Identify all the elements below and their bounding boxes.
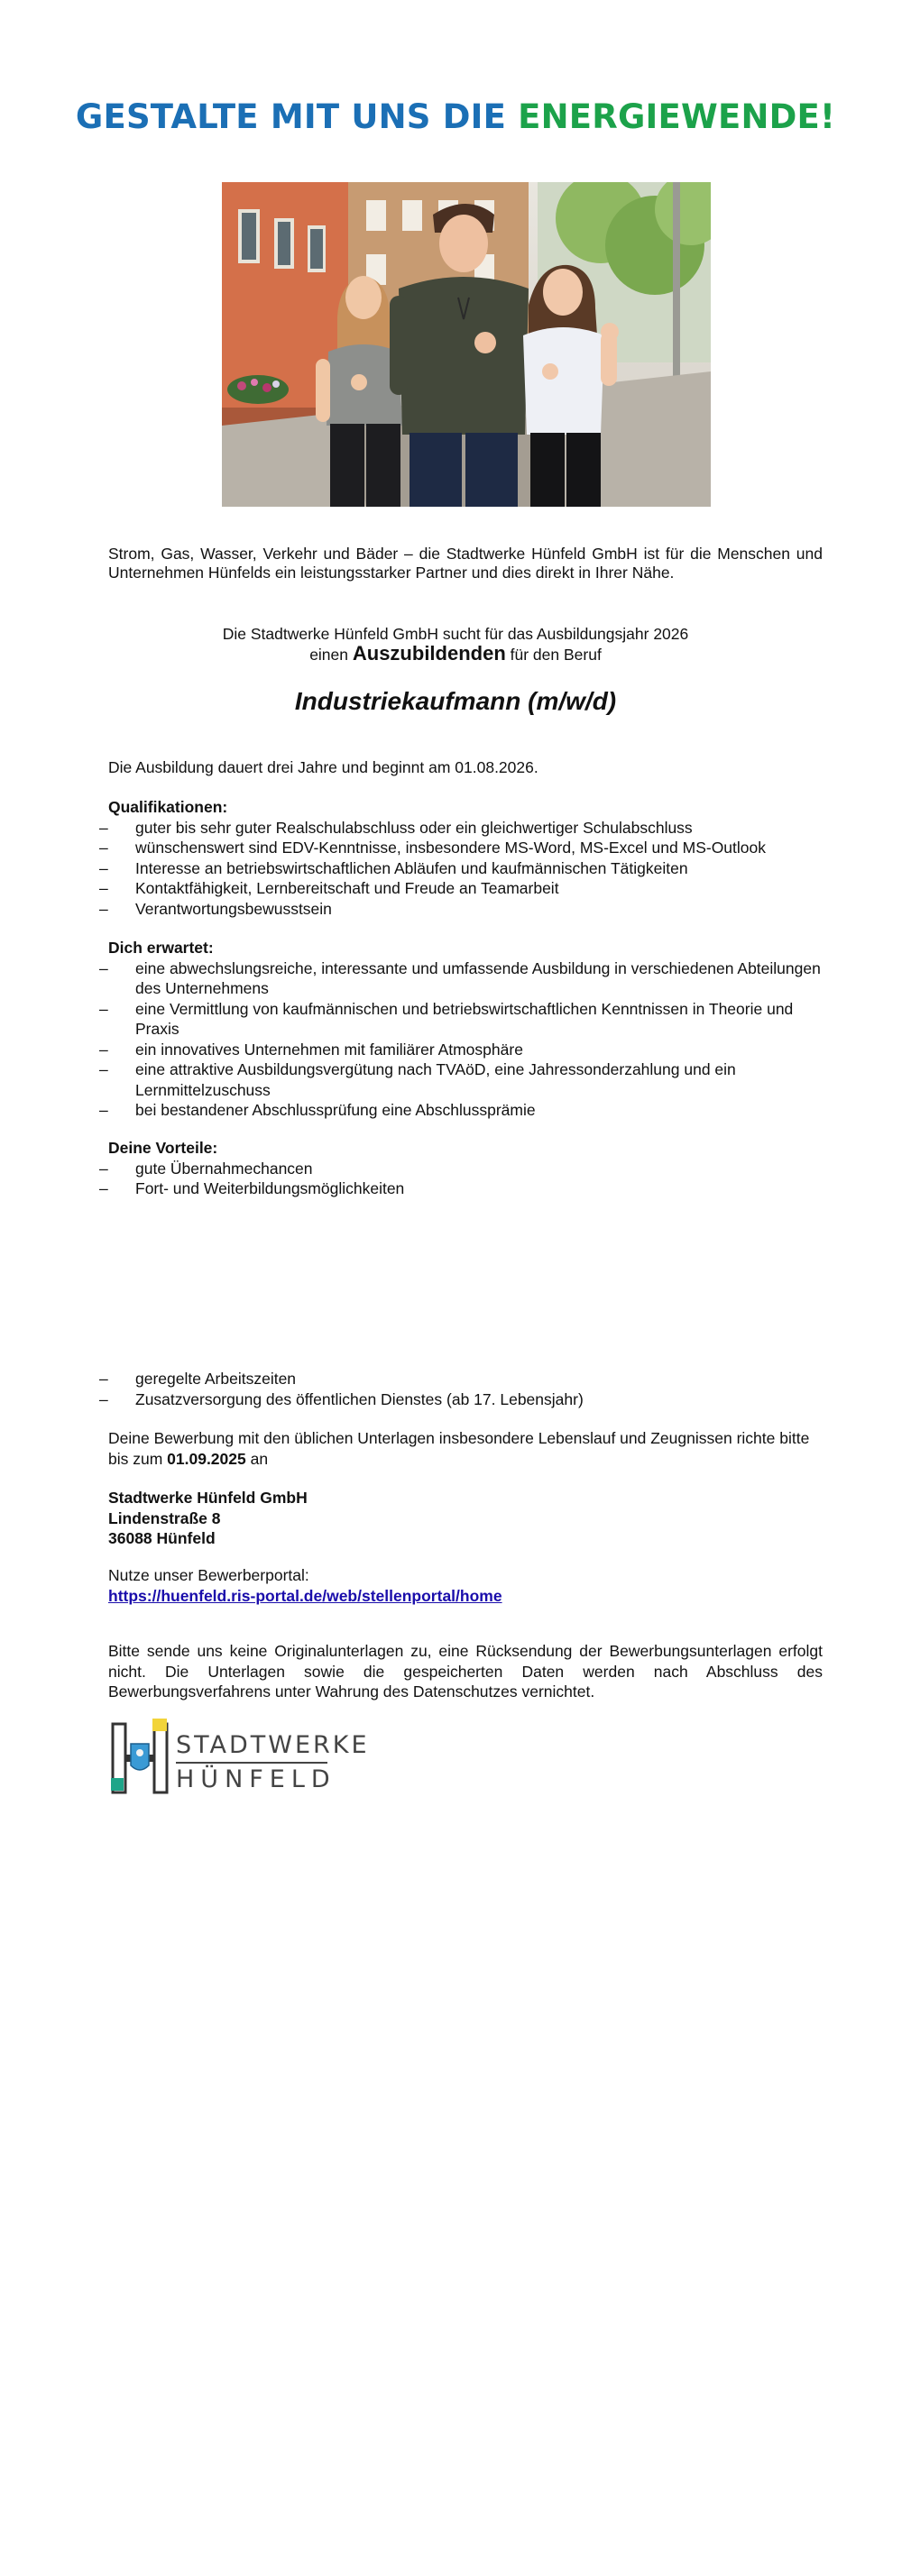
list-item: – Fort- und Weiterbildungsmöglichkeiten <box>108 1178 823 1199</box>
benefits-heading: Deine Vorteile: <box>108 1139 218 1157</box>
benefits-continued <box>108 1369 823 1409</box>
list-item: – guter bis sehr guter Realschulabschluss oder ein gleichwertiger Schulabschluss <box>108 818 823 839</box>
company-logo <box>111 1719 370 1800</box>
search-line-1: Die Stadtwerke Hünfeld GmbH sucht für das Ausbildungsjahr 2026 <box>222 625 689 643</box>
qualifications-heading: Qualifikationen: <box>108 798 228 816</box>
list-item: – Verantwortungsbewusstsein <box>108 899 823 920</box>
apply-text-main: Deine Bewerbung mit den üblichen Unterlagen insbesondere Lebenslauf und Zeugnissen richte bitte bis zum <box>108 1429 810 1468</box>
list-item: – ein innovatives Unternehmen mit familiärer Atmosphäre <box>108 1040 823 1060</box>
headline <box>0 97 911 136</box>
logo-line-2: HÜNFELD <box>176 1765 336 1793</box>
benefits-list-b <box>108 1369 823 1409</box>
intro-text: Strom, Gas, Wasser, Verkehr und Bäder – die Stadtwerke Hünfeld GmbH ist für die Menschen und Unternehmen Hünfelds ein leistungsstarker Partner und dies direkt in Ihrer Nähe. <box>108 545 823 582</box>
search-announcement <box>0 624 911 665</box>
search-role: Auszubildenden <box>352 642 506 665</box>
list-item: – Zusatzversorgung des öffentlichen Dienstes (ab 17. Lebensjahr) <box>108 1389 823 1410</box>
expect-heading: Dich erwartet: <box>108 939 214 957</box>
apply-text-after: an <box>245 1449 269 1468</box>
search-einen: einen <box>309 646 353 664</box>
team-photo <box>222 182 711 507</box>
list-item: – eine Vermittlung von kaufmännischen und betriebswirtschaftlichen Kenntnissen in Theorie und Praxis <box>108 999 823 1040</box>
logo-divider <box>176 1762 327 1764</box>
list-item: – gute Übernahmechancen <box>108 1159 823 1179</box>
qualifications-list <box>108 818 823 920</box>
apply-deadline: 01.09.2025 <box>167 1449 246 1468</box>
search-line-2 <box>0 644 911 665</box>
list-item: – eine attraktive Ausbildungsvergütung nach TVAöD, eine Jahressonderzahlung und ein Lernmittelzuschuss <box>108 1059 823 1100</box>
list-item: – eine abwechslungsreiche, interessante und umfassende Ausbildung in verschiedenen Abteilungen des Unternehmens <box>108 958 823 999</box>
list-item: – bei bestandener Abschlussprüfung eine Abschlussprämie <box>108 1100 823 1121</box>
list-item: – Interesse an betriebswirtschaftlichen Abläufen und kaufmännischen Tätigkeiten <box>108 858 823 879</box>
list-item: – wünschenswert sind EDV-Kenntnisse, insbesondere MS-Word, MS-Excel und MS-Outlook <box>108 838 823 858</box>
headline-part-blue: GESTALTE MIT UNS DIE <box>75 97 519 136</box>
job-title: Industriekaufmann (m/w/d) <box>294 687 617 715</box>
address-company: Stadtwerke Hünfeld GmbH <box>108 1489 308 1507</box>
team-photo-illustration <box>222 182 711 507</box>
benefits-section <box>108 1138 823 1199</box>
portal-block <box>108 1565 823 1606</box>
expect-list <box>108 958 823 1121</box>
apply-text <box>108 1428 823 1469</box>
qualifications-section <box>108 797 823 919</box>
portal-link[interactable]: https://huenfeld.ris-portal.de/web/stellenportal/home <box>108 1586 502 1605</box>
logo-mark-icon <box>111 1719 169 1796</box>
address-city: 36088 Hünfeld <box>108 1529 216 1547</box>
headline-part-green: ENERGIEWENDE! <box>518 97 836 136</box>
search-suffix: für den Beruf <box>505 646 602 664</box>
logo-line-1: STADTWERKE <box>176 1731 370 1759</box>
portal-label: Nutze unser Bewerberportal: <box>108 1566 309 1584</box>
list-item: – Kontaktfähigkeit, Lernbereitschaft und Freude an Teamarbeit <box>108 878 823 899</box>
list-item: – geregelte Arbeitszeiten <box>108 1369 823 1389</box>
benefits-list-a <box>108 1159 823 1199</box>
duration-text: Die Ausbildung dauert drei Jahre und beginnt am 01.08.2026. <box>108 758 538 776</box>
address-street: Lindenstraße 8 <box>108 1508 221 1527</box>
address-block <box>108 1488 823 1549</box>
expect-section <box>108 938 823 1121</box>
privacy-note: Bitte sende uns keine Originalunterlagen zu, eine Rücksendung der Bewerbungsunterlagen erfolgt nicht. Die Unterlagen sowie die gespeicherten Daten werden nach Abschluss des Bewerbungsverfahrens unter Wahrung des Datenschutzes vernichtet. <box>108 1642 823 1701</box>
